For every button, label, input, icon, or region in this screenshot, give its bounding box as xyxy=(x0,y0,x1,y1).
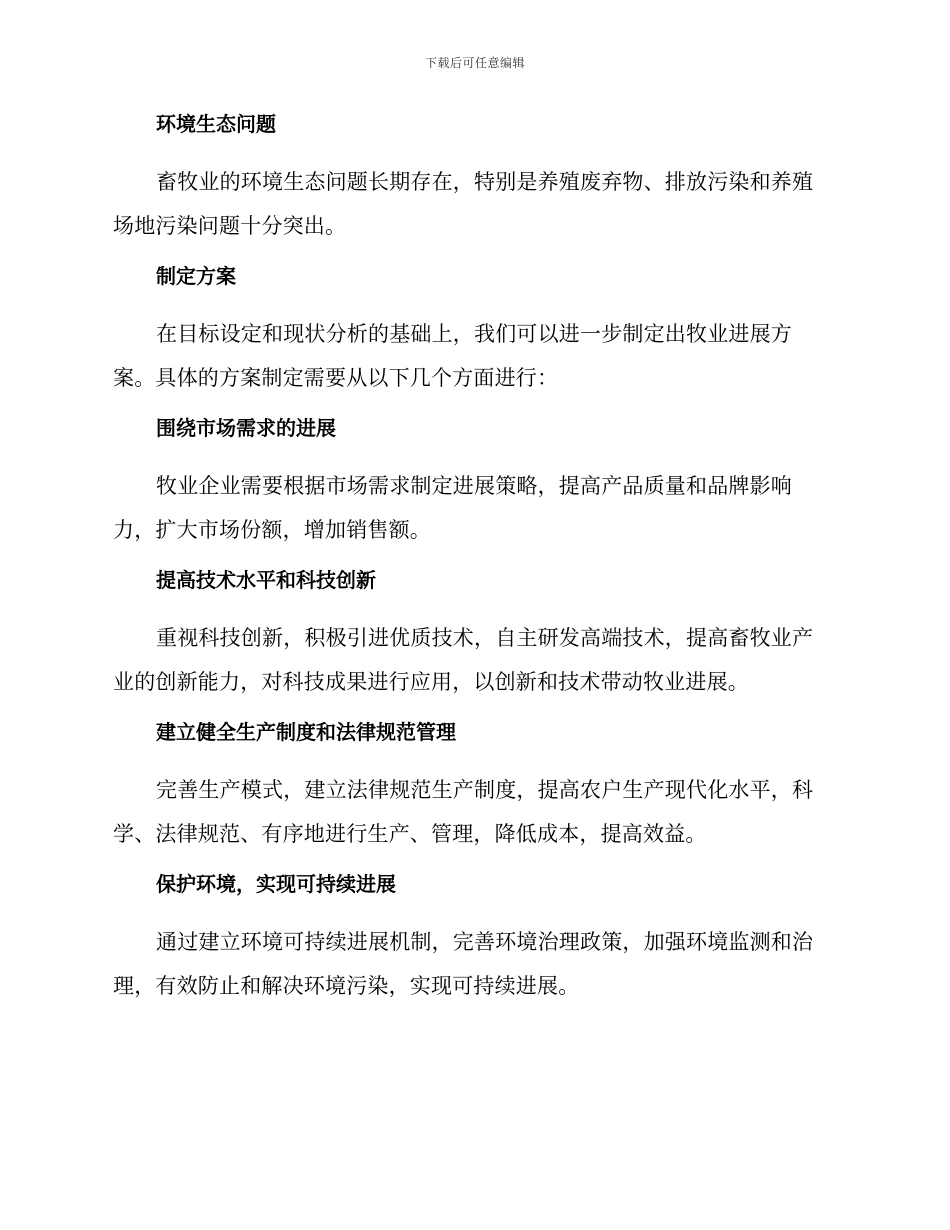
section-plan xyxy=(113,262,833,400)
section-heading: 围绕市场需求的进展 xyxy=(156,416,336,440)
section-paragraph: 畜牧业的环境生态问题长期存在，特别是养殖废弃物、排放污染和养殖场地污染问题十分突出。 xyxy=(113,170,814,238)
section-regulation xyxy=(113,718,833,856)
document-body xyxy=(113,110,833,1022)
section-heading: 制定方案 xyxy=(156,264,236,288)
section-paragraph: 牧业企业需要根据市场需求制定进展策略，提高产品质量和品牌影响力，扩大市场份额，增加销售额。 xyxy=(113,474,792,542)
section-paragraph: 通过建立环境可持续进展机制，完善环境治理政策，加强环境监测和治理，有效防止和解决环境污染，实现可持续进展。 xyxy=(113,930,814,998)
section-heading: 环境生态问题 xyxy=(156,112,276,136)
page-header: 下载后可任意编辑 xyxy=(424,56,525,70)
section-paragraph: 在目标设定和现状分析的基础上，我们可以进一步制定出牧业进展方案。具体的方案制定需要从以下几个方面进行： xyxy=(113,322,792,390)
section-sustainability xyxy=(113,870,833,1008)
section-heading: 建立健全生产制度和法律规范管理 xyxy=(156,720,456,744)
section-heading: 提高技术水平和科技创新 xyxy=(156,568,376,592)
section-paragraph: 完善生产模式，建立法律规范生产制度，提高农户生产现代化水平，科学、法律规范、有序地进行生产、管理，降低成本，提高效益。 xyxy=(113,778,814,846)
section-technology xyxy=(113,566,833,704)
section-market xyxy=(113,414,833,552)
section-environment xyxy=(113,110,833,248)
section-paragraph: 重视科技创新，积极引进优质技术，自主研发高端技术，提高畜牧业产业的创新能力，对科技成果进行应用，以创新和技术带动牧业进展。 xyxy=(113,626,814,694)
section-heading: 保护环境，实现可持续进展 xyxy=(156,872,396,896)
